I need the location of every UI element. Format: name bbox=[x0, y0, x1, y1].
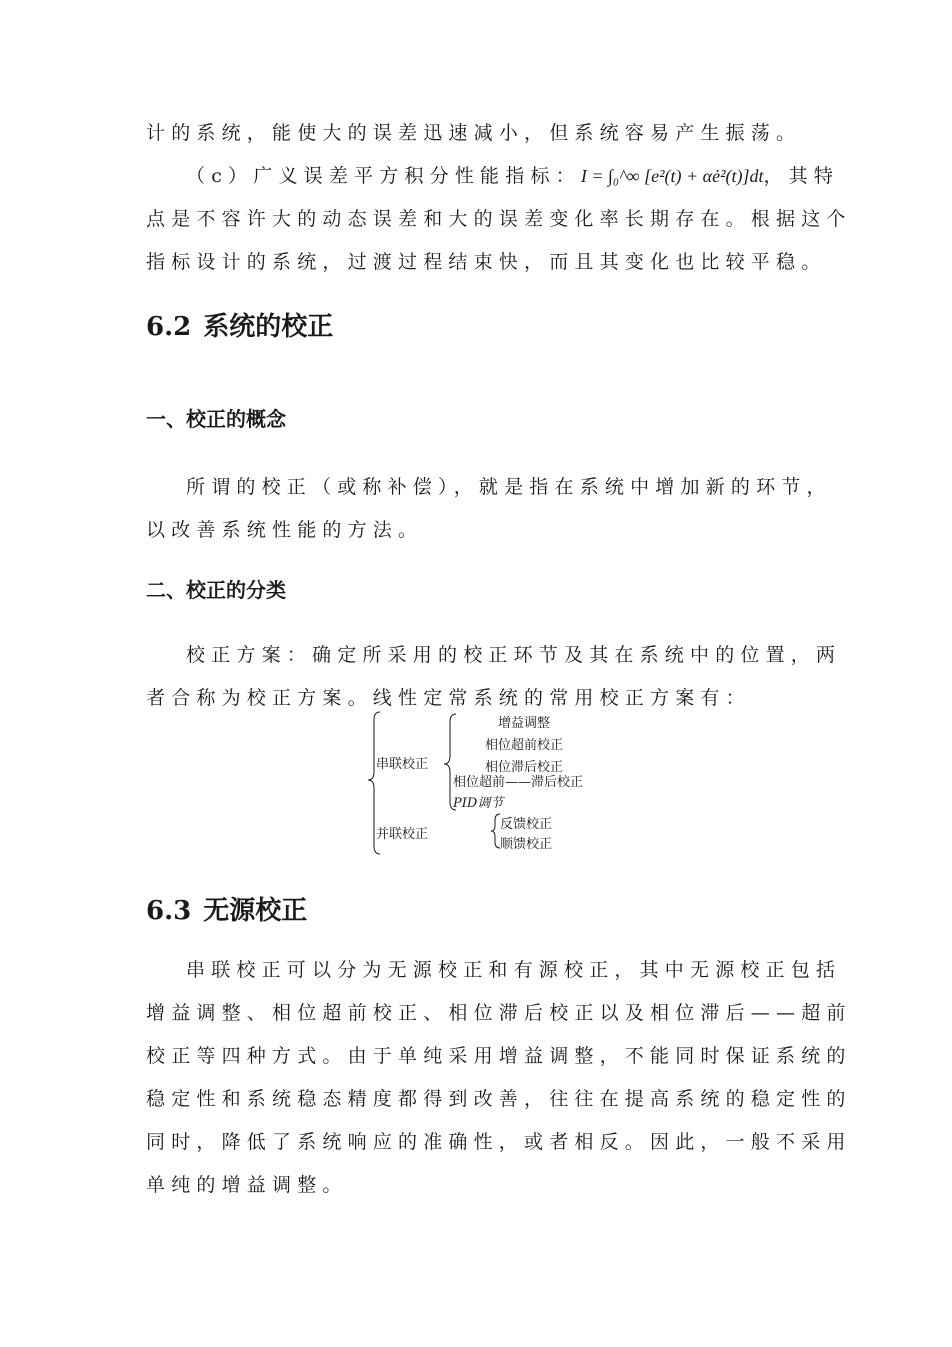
parallel-item-feedback: 反馈校正 bbox=[500, 817, 553, 832]
text-line bbox=[146, 155, 840, 198]
paragraph-generalized-error-index bbox=[146, 155, 852, 284]
parallel-brace bbox=[491, 814, 500, 848]
section-number: 6.2 bbox=[146, 312, 192, 342]
text-line: 以改善系统性能的方法。 bbox=[146, 519, 424, 541]
parallel-correction-label: 并联校正 bbox=[376, 827, 429, 842]
text-line: 单纯的增益调整。 bbox=[146, 1174, 348, 1196]
section-heading-6-2 bbox=[146, 306, 333, 343]
text-line: 同时，降低了系统响应的准确性，或者相反。因此，一般不采用 bbox=[146, 1131, 852, 1153]
series-item-pid: PID调节 bbox=[453, 796, 504, 811]
section-title: 系统的校正 bbox=[203, 312, 334, 342]
text-line: 校正方案：确定所采用的校正环节及其在系统中的位置，两 bbox=[186, 644, 842, 666]
text-segment: （c）广义误差平方积分性能指标： bbox=[186, 165, 581, 187]
section-heading-6-3 bbox=[146, 890, 307, 927]
paragraph-correction-definition bbox=[146, 466, 832, 552]
series-item-lead-lag: 相位超前——滞后校正 bbox=[453, 775, 584, 790]
text-line: 增益调整、相位超前校正、相位滞后校正以及相位滞后——超前 bbox=[146, 1002, 852, 1024]
correction-scheme-tree bbox=[360, 708, 620, 858]
paragraph-passive-correction bbox=[146, 949, 852, 1207]
text-segment: ，其特 bbox=[763, 165, 840, 187]
text-line: 稳定性和系统稳态精度都得到改善，往往在提高系统的稳定性的 bbox=[146, 1088, 852, 1110]
formula-integral-index: I = ∫₀^∞ [e²(t) + αė²(t)]dt bbox=[580, 166, 764, 186]
text-line: 所谓的校正（或称补偿），就是指在系统中增加新的环节， bbox=[186, 476, 832, 498]
paragraph-intro-continuation bbox=[146, 112, 806, 155]
series-item-lead: 相位超前校正 bbox=[485, 738, 564, 753]
series-correction-label: 串联校正 bbox=[376, 757, 429, 772]
text-line: 校正等四种方式。由于单纯采用增益调整，不能同时保证系统的 bbox=[146, 1045, 852, 1067]
series-item-lag: 相位滞后校正 bbox=[485, 760, 564, 775]
text-line: 计的系统，能使大的误差迅速减小，但系统容易产生振荡。 bbox=[146, 122, 802, 144]
section-title: 无源校正 bbox=[203, 896, 308, 926]
series-item-gain: 增益调整 bbox=[498, 716, 551, 731]
text-line: 串联校正可以分为无源校正和有源校正，其中无源校正包括 bbox=[186, 959, 842, 981]
subheading-classification: 二、校正的分类 bbox=[146, 578, 286, 602]
subheading-concept: 一、校正的概念 bbox=[146, 407, 286, 431]
text-line: 指标设计的系统，过渡过程结束快，而且其变化也比较平稳。 bbox=[146, 251, 827, 273]
text-line: 点是不容许大的动态误差和大的误差变化率长期存在。根据这个 bbox=[146, 208, 852, 230]
parallel-item-feedforward: 顺馈校正 bbox=[500, 837, 553, 852]
section-number: 6.3 bbox=[146, 896, 192, 926]
text-line: 者合称为校正方案。线性定常系统的常用校正方案有： bbox=[146, 687, 751, 709]
